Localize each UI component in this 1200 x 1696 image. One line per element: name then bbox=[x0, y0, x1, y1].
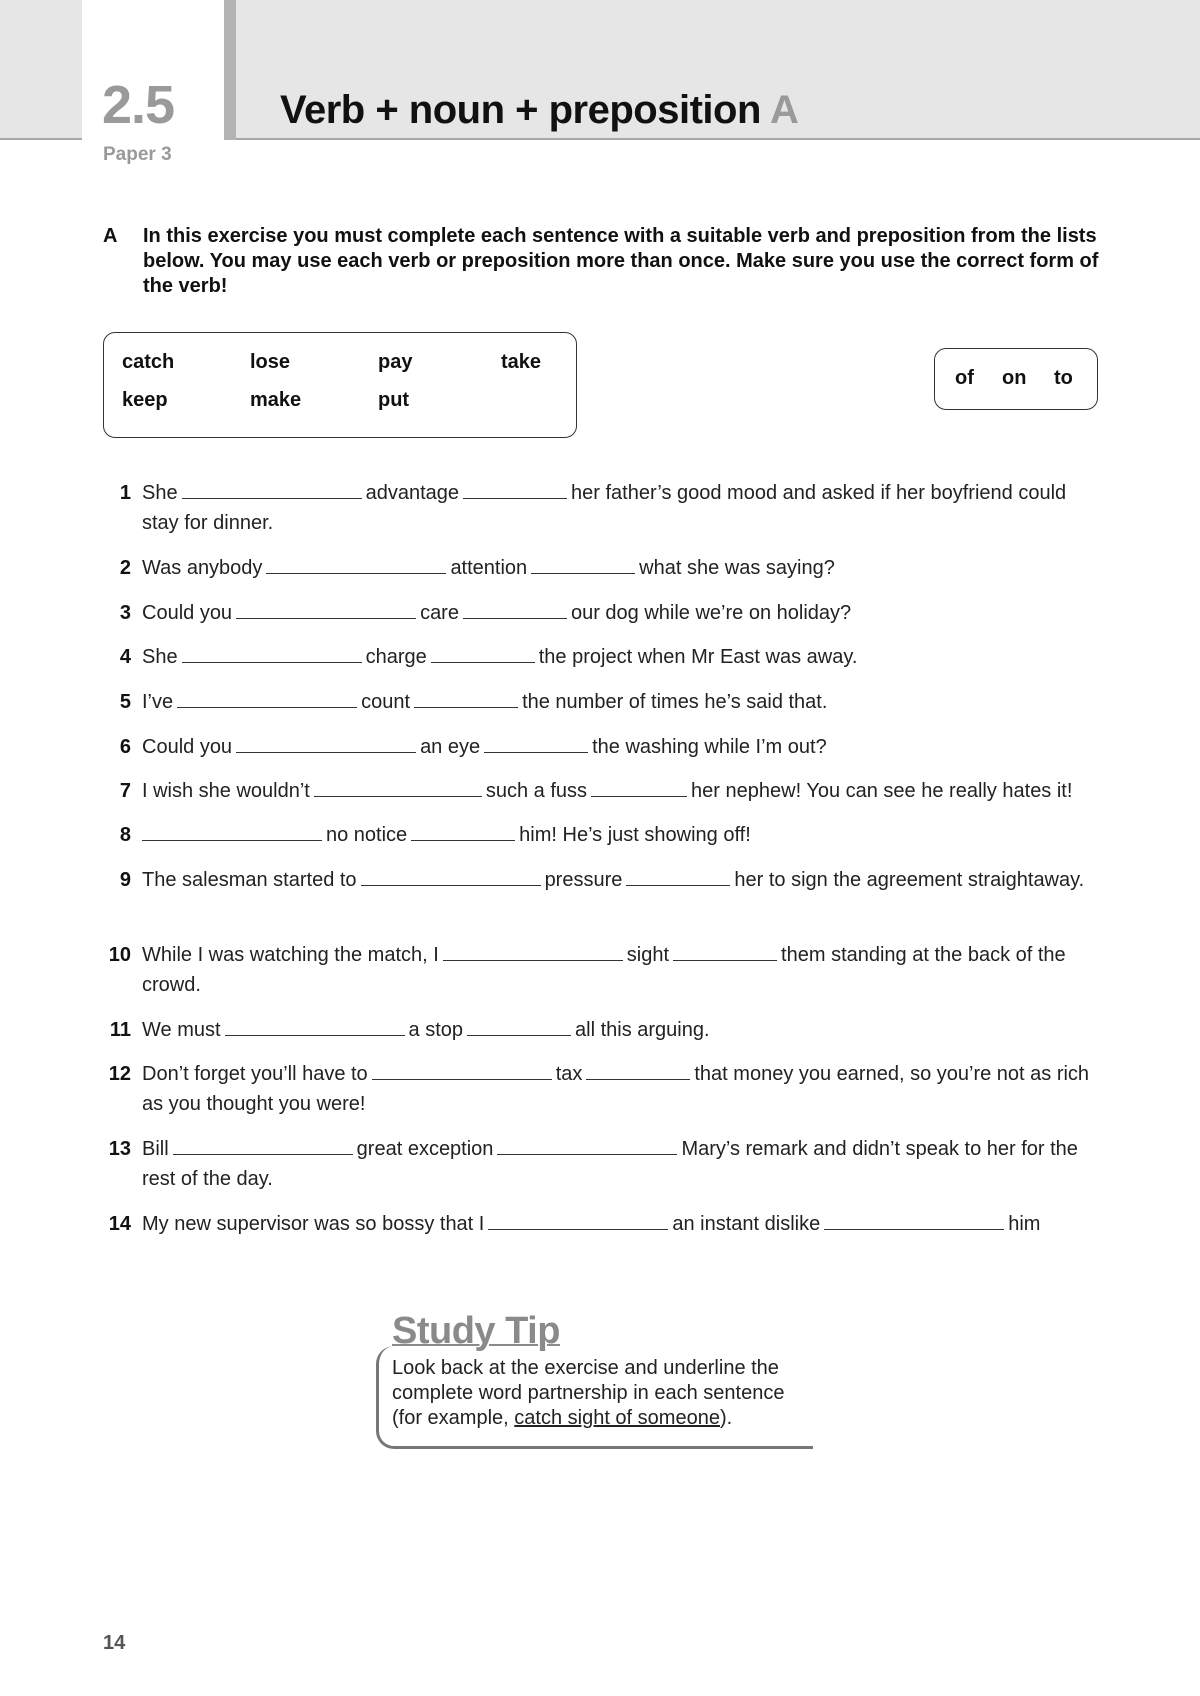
verb-blank[interactable] bbox=[372, 1061, 552, 1080]
preposition-blank[interactable] bbox=[673, 942, 777, 961]
verb-blank[interactable] bbox=[443, 942, 623, 961]
verb-blank[interactable] bbox=[182, 480, 362, 499]
preposition-blank[interactable] bbox=[463, 480, 567, 499]
verb-word: make bbox=[250, 389, 302, 411]
item-number: 10 bbox=[108, 944, 131, 966]
verb-blank[interactable] bbox=[236, 734, 416, 753]
item-text: that money you earned, so you’re not as rich as you thought you were! bbox=[142, 1063, 1090, 1115]
item-number: 8 bbox=[119, 824, 131, 846]
exercise-item bbox=[103, 687, 1103, 717]
preposition-blank[interactable] bbox=[463, 600, 567, 619]
preposition-blank[interactable] bbox=[586, 1061, 690, 1080]
exercise-item bbox=[103, 776, 1103, 806]
section-number: 2.5 bbox=[102, 75, 175, 135]
item-number: 9 bbox=[119, 869, 131, 891]
verb-word: keep bbox=[122, 389, 168, 411]
exercise-item bbox=[103, 865, 1103, 895]
item-text: no notice bbox=[326, 824, 408, 846]
item-text: She bbox=[142, 482, 178, 504]
page-title-suffix: A bbox=[770, 88, 799, 132]
study-tip-title: Study Tip bbox=[392, 1310, 560, 1352]
item-text: her to sign the agreement straightaway. bbox=[734, 869, 1085, 891]
item-text: Could you bbox=[142, 736, 233, 758]
item-number: 5 bbox=[119, 691, 131, 713]
item-text: him! He’s just showing off! bbox=[519, 824, 751, 846]
item-text: The salesman started to bbox=[142, 869, 357, 891]
instruction-text: In this exercise you must complete each sentence with a suitable verb and preposition from the lists below. You may use each verb or preposition more than once. Make sure you use the correct form of the verb! bbox=[143, 225, 1099, 297]
verb-blank[interactable] bbox=[314, 778, 482, 797]
exercise-item bbox=[103, 598, 1103, 628]
verb-blank[interactable] bbox=[266, 555, 446, 574]
exercise-item bbox=[103, 1059, 1103, 1119]
verb-blank[interactable] bbox=[361, 867, 541, 886]
item-number: 7 bbox=[119, 780, 131, 802]
exercise-item bbox=[103, 732, 1103, 762]
preposition-word: on bbox=[1002, 367, 1027, 389]
study-tip-body: Look back at the exercise and underline the complete word partnership in each sentence (for example, bbox=[392, 1357, 785, 1429]
exercise-item bbox=[103, 478, 1103, 538]
item-number: 14 bbox=[108, 1213, 131, 1235]
preposition-list-box bbox=[934, 348, 1098, 410]
item-number: 13 bbox=[108, 1138, 131, 1160]
item-text: an eye bbox=[420, 736, 481, 758]
item-text: the project when Mr East was away. bbox=[538, 646, 858, 668]
verb-blank[interactable] bbox=[236, 600, 416, 619]
item-text: sight bbox=[626, 944, 670, 966]
preposition-word: to bbox=[1054, 367, 1073, 389]
item-number: 11 bbox=[109, 1019, 131, 1041]
item-number: 1 bbox=[119, 482, 131, 504]
paper-label: Paper 3 bbox=[103, 144, 172, 165]
preposition-blank[interactable] bbox=[626, 867, 730, 886]
item-number: 12 bbox=[108, 1063, 131, 1085]
study-tip-example: catch sight of someone bbox=[514, 1407, 720, 1429]
item-text: an instant dislike bbox=[672, 1213, 821, 1235]
item-text: care bbox=[420, 602, 459, 624]
item-number: 3 bbox=[119, 602, 131, 624]
item-text: him bbox=[1008, 1213, 1041, 1235]
item-text: pressure bbox=[544, 869, 623, 891]
item-text: all this arguing. bbox=[575, 1019, 710, 1041]
item-number: 6 bbox=[119, 736, 131, 758]
preposition-blank[interactable] bbox=[484, 734, 588, 753]
exercise-item bbox=[103, 1134, 1103, 1194]
item-text: Bill bbox=[142, 1138, 169, 1160]
exercise-instruction bbox=[103, 224, 1103, 299]
item-text: attention bbox=[450, 557, 528, 579]
page-number: 14 bbox=[103, 1632, 126, 1654]
exercise-item bbox=[103, 940, 1103, 1000]
preposition-blank[interactable] bbox=[411, 822, 515, 841]
item-number: 4 bbox=[119, 646, 131, 668]
verb-blank[interactable] bbox=[173, 1136, 353, 1155]
verb-blank[interactable] bbox=[225, 1017, 405, 1036]
preposition-blank[interactable] bbox=[531, 555, 635, 574]
item-text: what she was saying? bbox=[639, 557, 835, 579]
study-tip-end: ). bbox=[719, 1407, 733, 1429]
item-text: Don’t forget you’ll have to bbox=[142, 1063, 368, 1085]
exercise-letter: A bbox=[103, 225, 118, 247]
verb-word: take bbox=[501, 351, 542, 373]
item-text: We must bbox=[142, 1019, 221, 1041]
verb-list-box bbox=[103, 332, 577, 438]
verb-word: pay bbox=[378, 351, 413, 373]
page-title-text: Verb + noun + preposition bbox=[280, 88, 761, 132]
verb-blank[interactable] bbox=[488, 1211, 668, 1230]
verb-blank[interactable] bbox=[182, 644, 362, 663]
item-text: our dog while we’re on holiday? bbox=[570, 602, 852, 624]
preposition-blank[interactable] bbox=[824, 1211, 1004, 1230]
item-text: I wish she wouldn’t bbox=[142, 780, 310, 802]
preposition-blank[interactable] bbox=[591, 778, 687, 797]
exercise-item bbox=[103, 1209, 1103, 1239]
verb-blank[interactable] bbox=[142, 822, 322, 841]
item-text: such a fuss bbox=[485, 780, 588, 802]
verb-word: catch bbox=[122, 351, 175, 373]
preposition-word: of bbox=[955, 367, 974, 389]
item-text: While I was watching the match, I bbox=[142, 944, 439, 966]
preposition-blank[interactable] bbox=[414, 689, 518, 708]
item-text: advantage bbox=[365, 482, 460, 504]
exercise-item bbox=[103, 642, 1103, 672]
item-text: Could you bbox=[142, 602, 233, 624]
item-text: a stop bbox=[408, 1019, 464, 1041]
header-divider bbox=[224, 0, 236, 140]
exercise-item bbox=[103, 1015, 1103, 1045]
item-text: She bbox=[142, 646, 178, 668]
item-text: her nephew! You can see he really hates it! bbox=[691, 780, 1073, 802]
item-text: the washing while I’m out? bbox=[592, 736, 827, 758]
item-number: 2 bbox=[119, 557, 131, 579]
item-text: charge bbox=[365, 646, 427, 668]
item-text: great exception bbox=[356, 1138, 494, 1160]
item-text: count bbox=[361, 691, 411, 713]
verb-word: lose bbox=[250, 351, 291, 373]
exercise-item bbox=[103, 820, 1103, 850]
preposition-blank[interactable] bbox=[431, 644, 535, 663]
item-text: the number of times he’s said that. bbox=[522, 691, 828, 713]
item-text: them standing at the back of the crowd. bbox=[142, 944, 1066, 996]
item-text: I’ve bbox=[142, 691, 174, 713]
verb-blank[interactable] bbox=[177, 689, 357, 708]
study-tip-text bbox=[392, 1356, 812, 1431]
preposition-blank[interactable] bbox=[467, 1017, 571, 1036]
item-text: her father’s good mood and asked if her boyfriend could stay for dinner. bbox=[142, 482, 1067, 534]
item-text: Was anybody bbox=[142, 557, 263, 579]
exercise-item bbox=[103, 553, 1103, 583]
item-text: My new supervisor was so bossy that I bbox=[142, 1213, 485, 1235]
preposition-blank[interactable] bbox=[497, 1136, 677, 1155]
item-text: Mary’s remark and didn’t speak to her for the rest of the day. bbox=[142, 1138, 1078, 1190]
item-text: tax bbox=[555, 1063, 583, 1085]
page-title bbox=[280, 88, 798, 133]
verb-word: put bbox=[378, 389, 410, 411]
